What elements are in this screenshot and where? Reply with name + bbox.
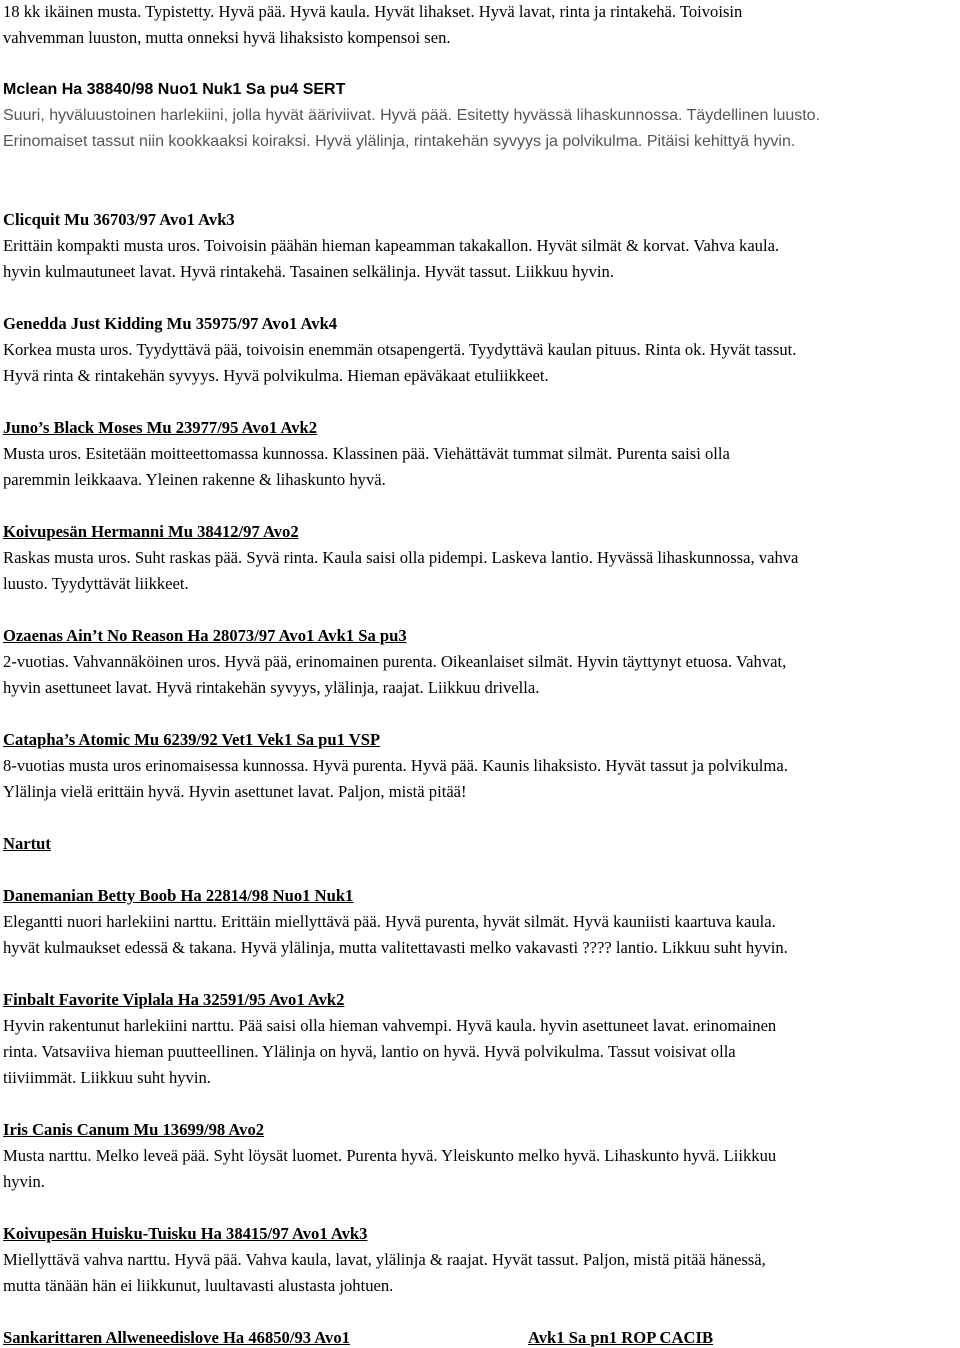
entry-text: rinta. Vatsaviiva hieman puutteellinen. Ylälinja on hyvä, lantio on hyvä. Hyvä polvikulma. Tassut voisivat olla bbox=[3, 1042, 736, 1061]
entry-text: Musta narttu. Melko leveä pää. Syht löysät luomet. Purenta hyvä. Yleiskunto melko hyvä. Lihaskunto hyvä. Liikkuu bbox=[3, 1146, 777, 1165]
entry-text: Ylälinja vielä erittäin hyvä. Hyvin asettunet lavat. Paljon, mistä pitää! bbox=[3, 782, 467, 801]
entry-title: Clicquit Mu 36703/97 Avo1 Avk3 bbox=[3, 210, 235, 229]
entry-text: Musta uros. Esitetään moitteettomassa kunnossa. Klassinen pää. Viehättävät tummat silmät. Purenta saisi olla bbox=[3, 444, 730, 463]
entry-title: Genedda Just Kidding Mu 35975/97 Avo1 Avk4 bbox=[3, 314, 338, 333]
entry-title: Finbalt Favorite Viplala Ha 32591/95 Avo1 Avk2 bbox=[3, 990, 345, 1009]
entry-text: paremmin leikkaava. Yleinen rakenne & lihaskunto hyvä. bbox=[3, 470, 386, 489]
entry-text: hyvät kulmaukset edessä & takana. Hyvä ylälinja, mutta valitettavasti melko vakavasti ???? lantio. Likkuu suht hyvin. bbox=[3, 938, 788, 957]
entry-title: Iris Canis Canum Mu 13699/98 Avo2 bbox=[3, 1120, 265, 1139]
entry-text: 2-vuotias. Vahvannäköinen uros. Hyvä pää, erinomainen purenta. Oikeanlaiset silmät. Hyvin täyttynyt etuosa. Vahvat, bbox=[3, 652, 787, 671]
entry-text: Elegantti nuori harlekiini narttu. Erittäin miellyttävä pää. Hyvä purenta, hyvät silmät. Hyvä kauniisti kaartuva kaula. bbox=[3, 912, 776, 931]
entry-text: Hyvin rakentunut harlekiini narttu. Pää saisi olla hieman vahvempi. Hyvä kaula. hyvin asettuneet lavat. erinomainen bbox=[3, 1016, 777, 1035]
entry-text: Suuri, hyväluustoinen harlekiini, jolla hyvät ääriviivat. Hyvä pää. Esitetty hyvässä lihaskunnossa. Täydellinen luusto. bbox=[3, 107, 821, 124]
entry-title: Ozaenas Ain’t No Reason Ha 28073/97 Avo1 Avk1 Sa pu3 bbox=[3, 626, 407, 645]
entry-title: Juno’s Black Moses Mu 23977/95 Avo1 Avk2 bbox=[3, 418, 318, 437]
entry-text: tiiviimmät. Liikkuu suht hyvin. bbox=[3, 1068, 211, 1087]
entry-text: luusto. Tyydyttävät liikkeet. bbox=[3, 574, 189, 593]
section-heading: Nartut bbox=[3, 834, 51, 853]
entry-text: Hyvä rinta & rintakehän syvyys. Hyvä polvikulma. Hieman epäväkaat etuliikkeet. bbox=[3, 366, 549, 385]
entry-text: mutta tänään hän ei liikkunut, luultavasti alustasta johtuen. bbox=[3, 1276, 394, 1295]
entry-text: hyvin. bbox=[3, 1172, 45, 1191]
intro-line-2: vahvemman luuston, mutta onneksi hyvä lihaksisto kompensoi sen. bbox=[3, 28, 451, 47]
entry-title: Mclean Ha 38840/98 Nuo1 Nuk1 Sa pu4 SERT bbox=[3, 81, 346, 98]
entry-text: hyvin asettuneet lavat. Hyvä rintakehän syvyys, ylälinja, raajat. Liikkuu drivella. bbox=[3, 678, 540, 697]
intro-line-1: 18 kk ikäinen musta. Typistetty. Hyvä pää. Hyvä kaula. Hyvät lihakset. Hyvä lavat, rinta ja rintakehä. Toivoisin bbox=[3, 2, 743, 21]
entry-title-left: Sankarittaren Allweneedislove Ha 46850/93 Avo1 bbox=[3, 1328, 350, 1347]
entry-text: Korkea musta uros. Tyydyttävä pää, toivoisin enemmän otsapengertä. Tyydyttävä kaulan pituus. Rinta ok. Hyvät tassut. bbox=[3, 340, 797, 359]
entry-text: Erittäin kompakti musta uros. Toivoisin päähän hieman kapeamman takakallon. Hyvät silmät & korvat. Vahva kaula. bbox=[3, 236, 780, 255]
entry-text: Raskas musta uros. Suht raskas pää. Syvä rinta. Kaula saisi olla pidempi. Laskeva lantio. Hyvässä lihaskunnossa, vahva bbox=[3, 548, 799, 567]
entry-title: Catapha’s Atomic Mu 6239/92 Vet1 Vek1 Sa pu1 VSP bbox=[3, 730, 381, 749]
entry-title: Danemanian Betty Boob Ha 22814/98 Nuo1 Nuk1 bbox=[3, 886, 354, 905]
entry-title: Koivupesän Hermanni Mu 38412/97 Avo2 bbox=[3, 522, 299, 541]
entry-title: Koivupesän Huisku-Tuisku Ha 38415/97 Avo1 Avk3 bbox=[3, 1224, 368, 1243]
entry-text: hyvin kulmautuneet lavat. Hyvä rintakehä. Tasainen selkälinja. Hyvät tassut. Liikkuu hyvin. bbox=[3, 262, 614, 281]
entry-text: Erinomaiset tassut niin kookkaaksi koiraksi. Hyvä ylälinja, rintakehän syvyys ja polvikulma. Pitäisi kehittyä hyvin. bbox=[3, 133, 796, 150]
entry-title-right: Avk1 Sa pn1 ROP CACIB bbox=[528, 1328, 714, 1347]
entry-text: 8-vuotias musta uros erinomaisessa kunnossa. Hyvä purenta. Hyvä pää. Kaunis lihaksisto. Hyvät tassut ja polvikulma. bbox=[3, 756, 788, 775]
entry-text: Miellyttävä vahva narttu. Hyvä pää. Vahva kaula, lavat, ylälinja & raajat. Hyvät tassut. Paljon, mistä pitää hänessä, bbox=[3, 1250, 766, 1269]
